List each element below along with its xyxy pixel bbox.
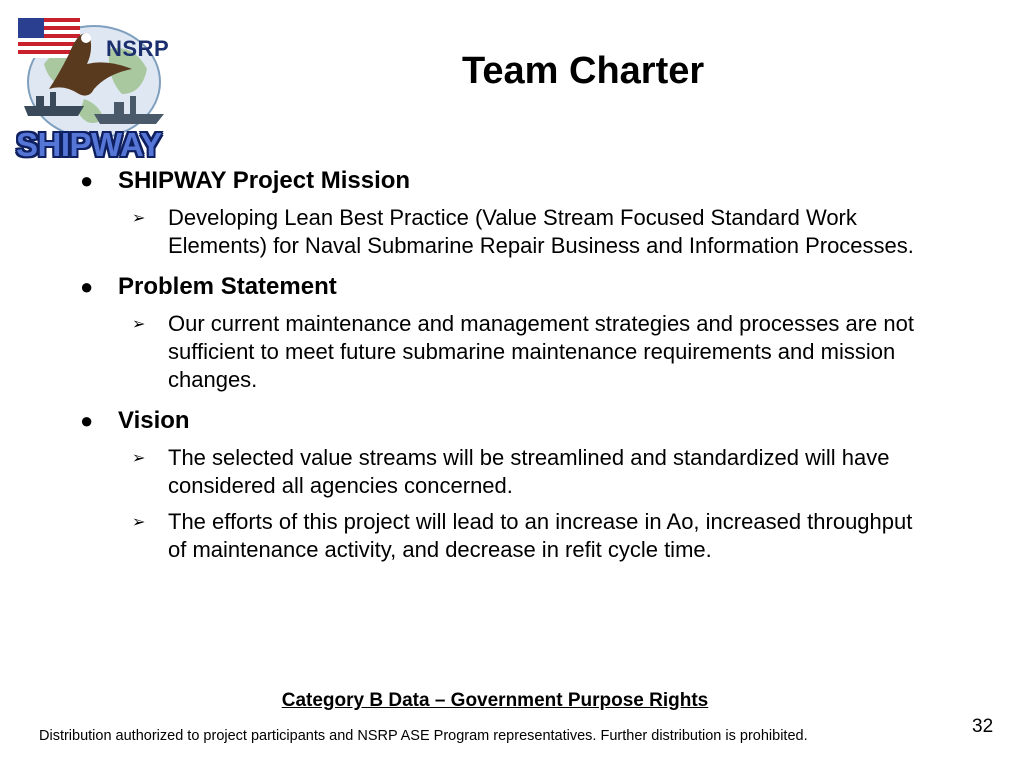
page-number: 32: [972, 716, 994, 737]
section-mission: [80, 166, 940, 260]
list-item-text: Our current maintenance and management strategies and processes are not sufficient to meet future submarine maintenance requirements and mission changes.: [168, 311, 914, 392]
list-item: [132, 444, 940, 500]
arrow-bullet-icon: ➢: [132, 514, 146, 531]
data-category-notice: Category B Data – Government Purpose Rights: [281, 690, 709, 711]
section-problem: [80, 272, 940, 394]
slide-content: [80, 166, 940, 570]
distribution-statement: Distribution authorized to project participants and NSRP ASE Program representatives. Further distribution is prohibited.: [39, 728, 808, 744]
arrow-bullet-icon: ➢: [132, 316, 146, 333]
section-heading: Vision: [118, 407, 190, 434]
section-heading: SHIPWAY Project Mission: [118, 167, 411, 194]
list-item: [132, 204, 940, 260]
shipway-logo-text: SHIPWAY: [16, 126, 162, 163]
list-item-text: The efforts of this project will lead to an increase in Ao, increased throughput of maintenance activity, and decrease in refit cycle time.: [168, 509, 913, 562]
list-item-text: Developing Lean Best Practice (Value Stream Focused Standard Work Elements) for Naval Submarine Repair Business and Information Processes.: [168, 205, 914, 258]
slide-title: Team Charter: [462, 50, 705, 92]
arrow-bullet-icon: ➢: [132, 210, 146, 227]
nsrp-shipway-logo: [14, 14, 170, 163]
bullet-icon: ●: [80, 274, 94, 299]
section-heading: Problem Statement: [118, 273, 337, 300]
bullet-icon: ●: [80, 408, 94, 433]
list-item: [132, 508, 940, 564]
arrow-bullet-icon: ➢: [132, 450, 146, 467]
section-vision: [80, 406, 940, 564]
nsrp-logo-text: NSRP: [106, 36, 170, 61]
bullet-icon: ●: [80, 168, 94, 193]
list-item-text: The selected value streams will be streamlined and standardized will have considered all agencies concerned.: [168, 445, 890, 498]
list-item: [132, 310, 940, 394]
